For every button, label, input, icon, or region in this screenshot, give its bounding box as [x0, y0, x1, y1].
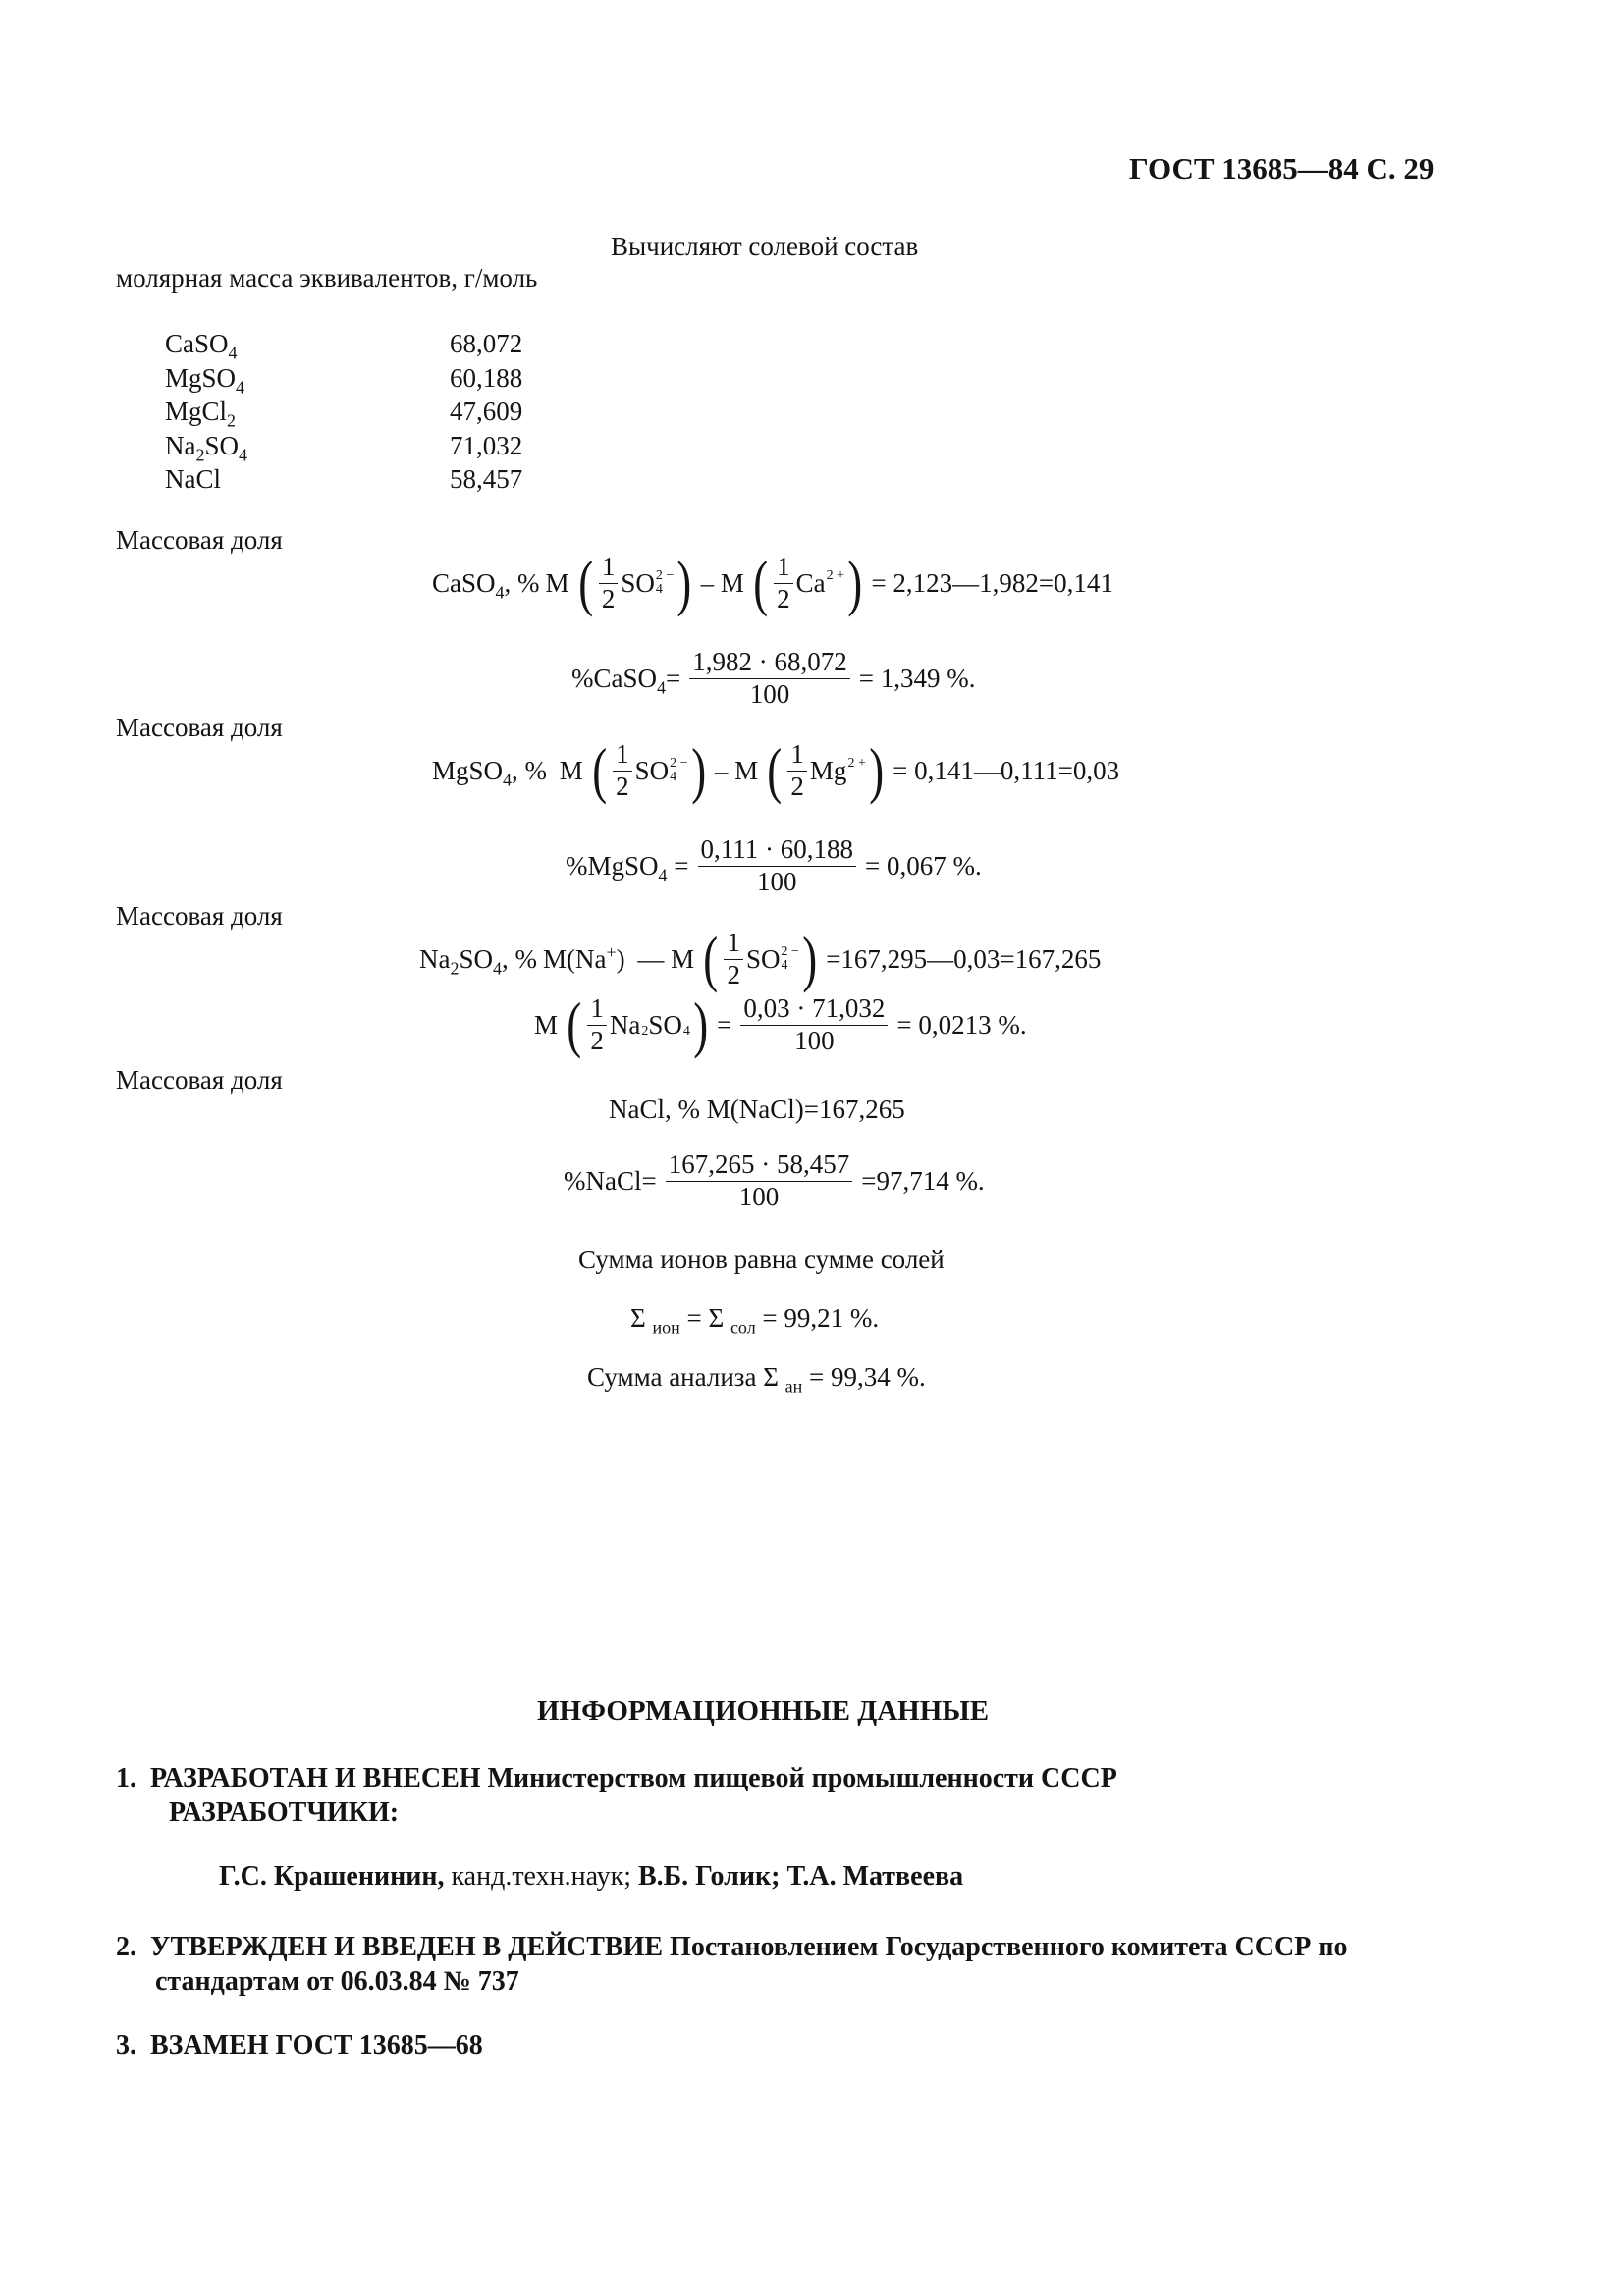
summary-sigma-equation: Σ $_{ион}$ = Σ $_{сол}$ = 99,21 %. — [630, 1304, 880, 1338]
nacl-pct-lhs: %NaCl= — [564, 1165, 657, 1196]
label-mass-fraction-nacl: Массовая доля — [116, 1065, 283, 1095]
caso4-frac-num: 1,982 · 68,072 — [689, 648, 850, 679]
intro-line-1: Вычисляют солевой состав — [611, 232, 919, 261]
info-item-1-sub: РАЗРАБОТЧИКИ: — [169, 1797, 400, 1828]
table-row — [165, 395, 522, 429]
formula: $Na_2SO_4$ — [165, 430, 247, 464]
na2so4-equation: $Na_2SO_4$, % M(Na+) — M ( $\frac{1}{2}$ SO 2 − 4 ) =167,295—0,03=167,265 — [419, 924, 1102, 993]
developer-3-name: Т.А. Матвеева — [786, 1861, 964, 1892]
summary-line-1: Сумма ионов равна сумме солей — [578, 1245, 945, 1274]
nacl-pct-result: =97,714 %. — [861, 1165, 985, 1196]
molar-table — [165, 327, 522, 497]
caso4-pct-lhs: %CaSO$_4$= — [571, 663, 681, 698]
mgso4-pct-lhs: %MgSO$_4$ = — [566, 850, 689, 885]
nacl-frac-num: 167,265 · 58,457 — [666, 1150, 853, 1182]
info-item-1 — [116, 1763, 1117, 1794]
value: 60,188 — [450, 362, 523, 393]
intro-line-2: молярная масса эквивалентов, г/моль — [116, 263, 538, 293]
na2so4-mna: M(Na+) — [543, 941, 625, 974]
info-item-2-text: УТВЕРЖДЕН И ВВЕДЕН В ДЕЙСТВИЕ Постановлением Государственного комитета СССР по — [150, 1932, 1348, 1962]
label-mass-fraction-na2so4: Массовая доля — [116, 901, 283, 931]
caso4-lhs: CaSO$_4$, % — [432, 567, 540, 602]
formula: MgSO$_4$ — [165, 362, 245, 397]
na2so4-pct-result: = 0,0213 %. — [896, 1009, 1027, 1040]
na2so4-result: =167,295—0,03=167,265 — [826, 943, 1102, 974]
formula: CaSO$_4$ — [165, 329, 238, 363]
page-header: ГОСТ 13685—84 С. 29 — [1129, 151, 1434, 186]
na2so4-frac-den: 100 — [794, 1025, 835, 1055]
mgso4-equation: MgSO$_4$, % M ( $\frac{1}{2}$ SO 2 − 4 ) – M ( $\frac{1}{2}$ Mg 2 + ) = 0,141—0,111=0,03 — [432, 735, 1120, 805]
nacl-frac-den: 100 — [738, 1181, 780, 1211]
caso4-result: = 2,123—1,982=0,141 — [871, 567, 1113, 598]
nacl-equation: NaCl, % M(NaCl)=167,265 — [609, 1095, 905, 1124]
value: 47,609 — [450, 397, 523, 426]
info-item-3-text: ВЗАМЕН ГОСТ 13685—68 — [150, 2030, 483, 2060]
mgso4-lhs: MgSO$_4$, % — [432, 755, 548, 789]
info-title: ИНФОРМАЦИОННЫЕ ДАННЫЕ — [537, 1695, 990, 1727]
caso4-pct-result: = 1,349 %. — [858, 663, 976, 693]
developer-1-title: канд.техн.наук; — [451, 1861, 631, 1892]
mgso4-result: = 0,141—0,111=0,03 — [893, 755, 1120, 785]
mgso4-pct-result: = 0,067 %. — [865, 850, 982, 881]
developers-line — [219, 1861, 963, 1893]
na2so4-lhs: $Na_2SO_4$, % — [419, 943, 537, 978]
value: 58,457 — [450, 464, 523, 494]
value: 71,032 — [450, 430, 523, 460]
info-item-2-number: 2. — [116, 1932, 136, 1962]
info-item-3-number: 3. — [116, 2030, 136, 2060]
label-mass-fraction-caso4: Массовая доля — [116, 525, 283, 555]
formula: MgCl$_2$ — [165, 397, 237, 431]
info-item-3 — [116, 2030, 483, 2061]
info-item-2 — [116, 1932, 1347, 1963]
caso4-percent-equation — [571, 648, 975, 709]
developer-2-name: В.Б. Голик; — [637, 1861, 781, 1892]
table-row — [165, 462, 522, 497]
info-item-2-cont: стандартам от 06.03.84 № 737 — [155, 1966, 519, 1997]
value: 68,072 — [450, 329, 523, 358]
formula: NaCl — [165, 464, 221, 494]
mgso4-percent-equation — [566, 835, 982, 896]
mgso4-frac-den: 100 — [757, 866, 797, 896]
mgso4-frac-num: 0,111 · 60,188 — [698, 835, 857, 867]
caso4-frac-den: 100 — [749, 678, 790, 709]
caso4-equation: CaSO$_4$, % M ( $\frac{1}{2}$ SO 2 − 4 ) – M ( $\frac{1}{2}$ Ca 2 + ) = 2,123—1,982=0,141 — [432, 548, 1113, 617]
info-item-1-text: РАЗРАБОТАН И ВНЕСЕН Министерством пищевой промышленности СССР — [150, 1763, 1117, 1793]
table-row — [165, 327, 522, 361]
na2so4-frac-num: 0,03 · 71,032 — [740, 994, 888, 1026]
info-item-1-number: 1. — [116, 1763, 136, 1793]
na2so4-percent-equation: M ( $\frac{1}{2}$ Na 2 SO 4 ) = $\frac{0,03 \cdot 71,032}{100}$ = 0,0213 %. — [534, 989, 1027, 1059]
label-mass-fraction-mgso4: Массовая доля — [116, 713, 283, 742]
table-row — [165, 429, 522, 463]
nacl-percent-equation — [564, 1150, 985, 1211]
summary-analysis: Сумма анализа Σ $_{ан}$ = 99,34 %. — [587, 1362, 926, 1397]
table-row — [165, 361, 522, 396]
developer-1-name: Г.С. Крашенинин, — [219, 1861, 445, 1892]
